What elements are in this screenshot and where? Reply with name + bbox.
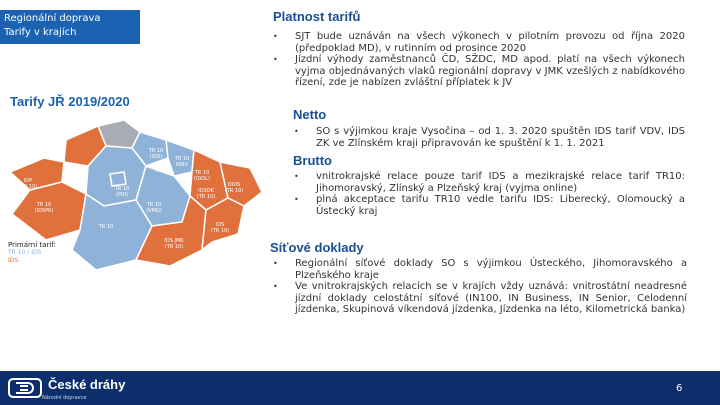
footer-bar [0,371,720,405]
bullet-icon: • [273,259,278,268]
bullet-icon: • [294,127,299,136]
region-praha [110,172,126,186]
heading-platnost: Platnost tarifů [273,9,361,24]
region-label: TR 10 [154,168,170,174]
cd-logo-icon [8,377,42,399]
list-sitove-doklady [273,258,687,316]
bullet-icon: • [273,32,278,41]
list-item: • vnitrokrajské relace pouze tarif IDS a mezikrajské relace tarif TR10: Jihomoravský, Zlínský a Plzeňský kraj (vyjma online) [294,171,685,194]
region-label: IDS (TR 10) [210,222,230,234]
list-item: • Ve vnitrokrajských relacích se v krajích vždy uznává: vnitrostátní neadresné jízdní doklady celostátní síťové (IN100, IN Business, IN Senior, Celodenní jízdenka, Skupinová víkendová jízdenka, Jízdenka na léto, Kilometrická banka) [273,281,687,315]
brand-subtitle: Národní dopravce [42,395,87,401]
section-title-line2: Tarify v krajích [4,27,77,38]
region-label: IDSOK (TR 10) [196,188,216,200]
region-label: IDS JMK (TR 10) [164,238,184,250]
region-label: TR 10 [98,224,114,230]
bullet-icon: • [273,282,278,291]
map-legend [8,241,56,265]
region-label: TR 10 (IDS) [148,148,164,160]
legend-title: Primární tarif: [8,241,56,249]
section-title-box [0,10,140,44]
region-label: IDP (TR 10) [18,178,38,190]
heading-brutto: Brutto [293,153,332,168]
region-label: TR 10 (IDOL) [194,170,210,182]
list-item: • Regionální síťové doklady SO s výjimkou Ústeckého, Jihomoravského a Plzeňského kraje [273,258,687,281]
region-label: TR 10 (VMO) [146,202,162,214]
region-label: TR 10 (IDSPK) [34,202,54,214]
bullet-icon: • [294,172,299,181]
list-item: • Jízdní výhody zaměstnanců ČD, SŽDC, MD apod. platí na všech výkonech vyjma objednávaných vlaků regionální dopravy v JMK vzešlých z nabídkového řízení, zde je nabízen zvláštní příplatek k JV [273,54,685,88]
section-title-line1: Regionální doprava [4,13,101,24]
legend-item-ids: IDS [8,257,19,264]
list-item: • plná akceptace tarifu TR10 vedle tarifu IDS: Liberecký, Olomoucký a Ústecký kraj [294,194,685,217]
page-number: 6 [676,383,683,394]
list-platnost [273,31,685,89]
region-label: TR 10 KNIV [174,156,190,168]
heading-netto: Netto [293,107,327,122]
bullet-icon: • [294,195,299,204]
heading-sitove-doklady: Síťové doklady [270,240,364,255]
region-label: TR 10 (PID) [114,186,130,198]
list-brutto [294,171,685,217]
list-netto [294,126,685,149]
brand-name: České dráhy [48,377,126,392]
region-label: ODIS (TR 10) [224,182,244,194]
legend-item-tr10: TR 10 / IDS [8,249,42,256]
map-title: Tarify JŘ 2019/2020 [10,94,130,109]
bullet-icon: • [273,55,278,64]
list-item: • SO s výjimkou kraje Vysočina – od 1. 3. 2020 spuštěn IDS tarif VDV, IDS ZK ve Zlínském kraji připravován ke spuštění k 1. 1. 2021 [294,126,685,149]
list-item: • SJT bude uznáván na všech výkonech v pilotním provozu od října 2020 (předpoklad MD), v rutinním od prosince 2020 [273,31,685,54]
